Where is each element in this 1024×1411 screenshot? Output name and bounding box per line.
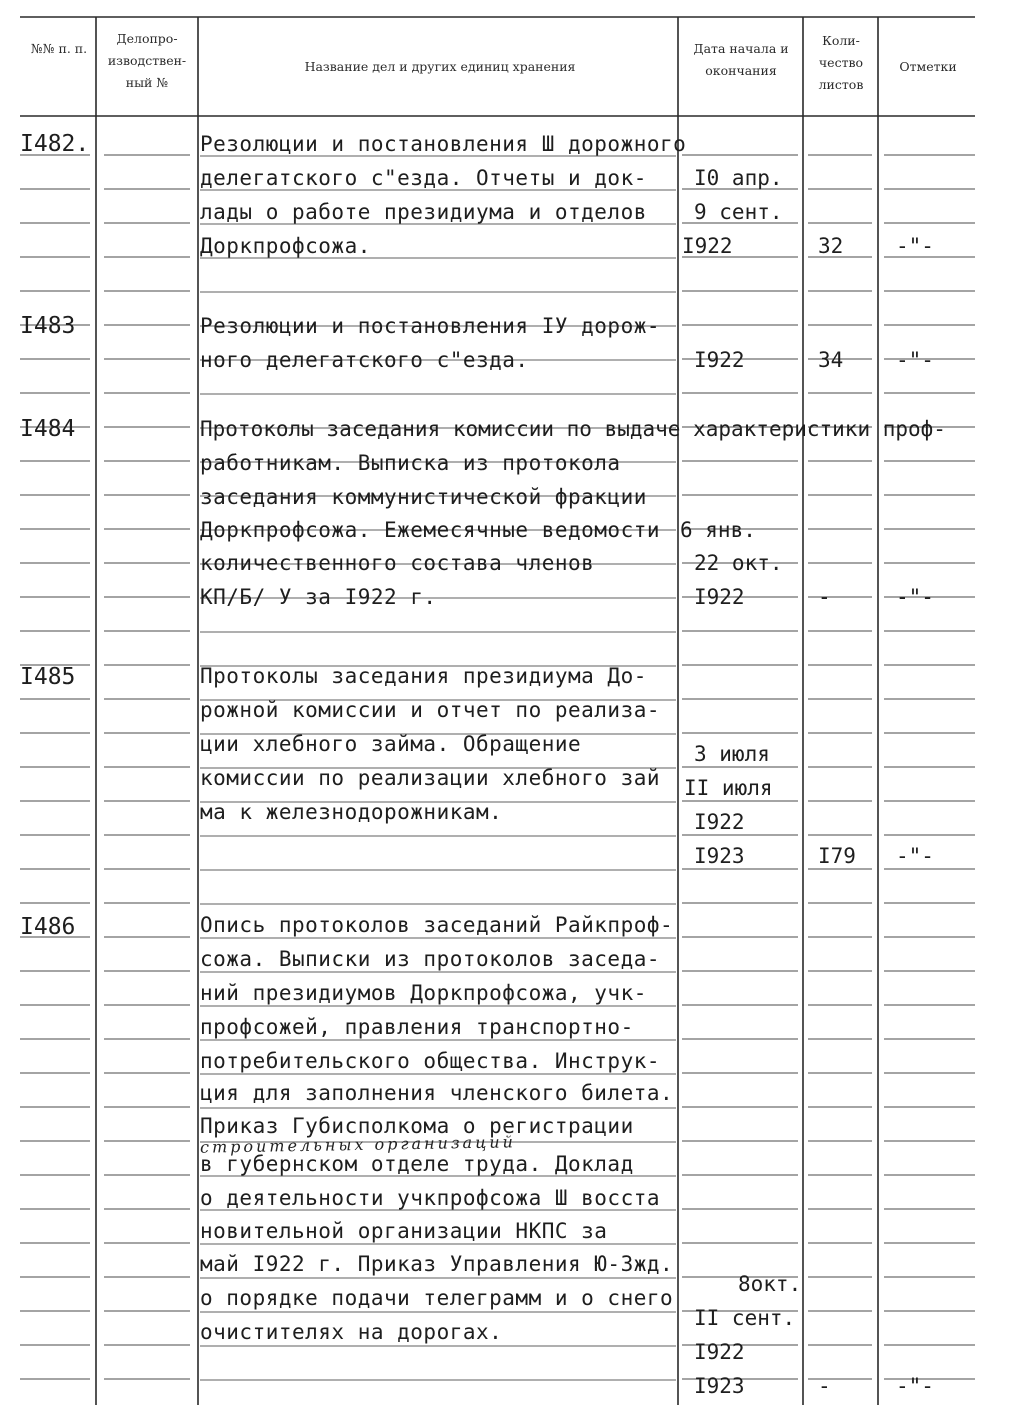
record-title-line: количественного состава членов	[200, 551, 595, 575]
record-title-line: КП/Б/ У за I922 г.	[200, 585, 437, 609]
record-notes: -"-	[896, 844, 934, 868]
record-date: I922	[682, 234, 733, 258]
record-date: I922	[694, 348, 745, 372]
record-title-line: Опись протоколов заседаний Райкпроф-	[200, 913, 674, 937]
record-sheets: -	[818, 1374, 831, 1398]
record-notes: -"-	[896, 585, 934, 609]
record-title-line: Приказ Губисполкома о регистрации	[200, 1114, 634, 1138]
record-title-line: очистителях на дорогах.	[200, 1320, 503, 1344]
record-title-line: потребительского общества. Инструк-	[200, 1049, 661, 1073]
record-notes: -"-	[896, 234, 934, 258]
record-date: 8окт.	[738, 1272, 802, 1296]
record-number: I482.	[20, 131, 90, 157]
record-title-line: сожа. Выписки из протоколов заседа-	[200, 947, 661, 971]
record-date: I0 апр.	[694, 166, 783, 190]
record-title-line: Доркпрофсожа.	[200, 234, 371, 258]
record-title-line: Протоколы заседания комиссии по выдаче характеристики проф-	[200, 417, 946, 441]
header-office-num: Делопро-изводствен-ный №	[107, 31, 187, 90]
record-date: I922	[694, 1340, 745, 1364]
record-title-line: делегатского с"езда. Отчеты и док-	[200, 166, 647, 190]
header-title: Название дел и других единиц хранения	[304, 59, 576, 74]
record-number: I485	[20, 664, 76, 690]
record-date: I923	[694, 844, 745, 868]
record-sheets: 34	[818, 348, 844, 372]
header-dates: Дата начала и окончания	[693, 41, 789, 78]
header-sheets: Коли-чество листов	[818, 33, 864, 92]
record-number: I483	[20, 313, 76, 339]
record-sheets: -	[818, 585, 831, 609]
record-title-line: рожной комиссии и отчет по реализа-	[200, 698, 661, 722]
record-title-line: ции хлебного займа. Обращение	[200, 732, 582, 756]
header-num: №№ п. п.	[30, 41, 88, 56]
record-title-line: Доркпрофсожа. Ежемесячные ведомости	[200, 518, 661, 542]
record-number: I484	[20, 416, 76, 442]
record-date: II сент.	[694, 1306, 796, 1330]
record-title-line: ма к железнодорожникам.	[200, 800, 503, 824]
handwritten-insertion: строительных организаций	[199, 1132, 517, 1157]
record-date: I922	[694, 810, 745, 834]
record-number: I486	[20, 914, 76, 940]
record-title-line: о порядке подачи телеграмм и о снего	[200, 1286, 674, 1310]
record-title-line: в губернском отделе труда. Доклад	[200, 1152, 634, 1176]
record-title-line: ний президиумов Доркпрофсожа, учк-	[200, 981, 647, 1005]
record-date: I923	[694, 1374, 745, 1398]
record-title-line: ция для заполнения членского билета.	[200, 1081, 674, 1105]
record-title-line: ного делегатского с"езда.	[200, 348, 529, 372]
record-title-line: о деятельности учкпрофсожа Ш восста	[200, 1186, 661, 1210]
record-date: I922	[694, 585, 745, 609]
record-title-line: новительной организации НКПС за	[200, 1219, 608, 1243]
record-notes: -"-	[896, 1374, 934, 1398]
record-date: 3 июля	[694, 742, 770, 766]
record-sheets: I79	[818, 844, 856, 868]
header-notes: Отметки	[899, 59, 957, 74]
record-notes: -"-	[896, 348, 934, 372]
record-title-line: лады о работе президиума и отделов	[200, 200, 647, 224]
record-title-line: Протоколы заседания президиума До-	[200, 664, 647, 688]
record-title-line: профсожей, правления транспортно-	[200, 1015, 634, 1039]
record-date: II июля	[684, 776, 773, 800]
record-title-line: май I922 г. Приказ Управления Ю-Зжд.	[200, 1252, 674, 1276]
record-title-line: заседания коммунистической фракции	[200, 485, 647, 509]
record-title-line: Резолюции и постановления Ш дорожного	[200, 132, 687, 156]
record-sheets: 32	[818, 234, 844, 258]
record-title-line: работникам. Выписка из протокола	[200, 451, 621, 475]
record-title-line: Резолюции и постановления IУ дорож-	[200, 314, 661, 338]
record-title-line: комиссии по реализации хлебного зай	[200, 766, 661, 790]
record-date: 22 окт.	[694, 551, 783, 575]
record-date: 6 янв.	[680, 518, 756, 542]
record-date: 9 сент.	[694, 200, 783, 224]
